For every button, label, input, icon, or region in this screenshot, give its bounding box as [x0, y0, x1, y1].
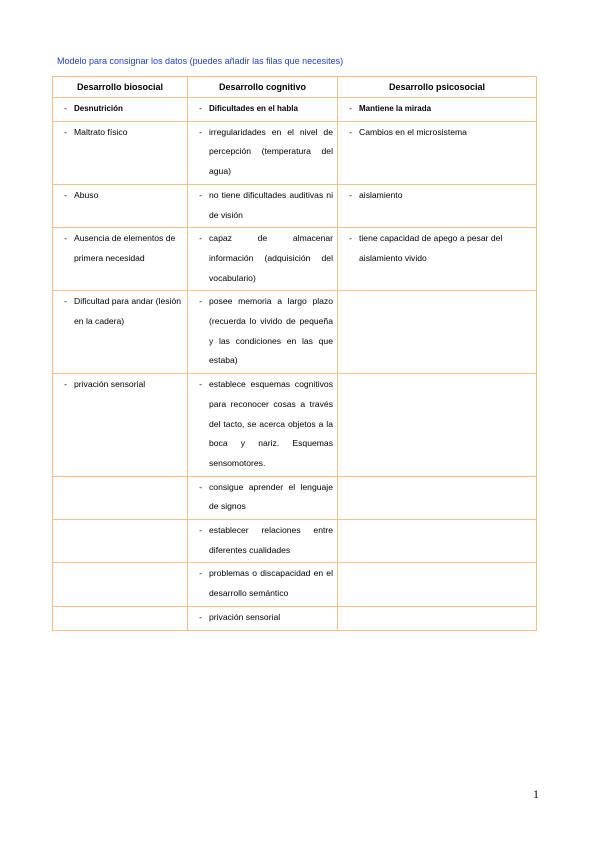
bullet-dash: - [199, 189, 202, 200]
table-row [53, 184, 537, 227]
list-item [53, 291, 187, 333]
cell-text: aislamiento [359, 189, 403, 200]
cell-psicosocial [338, 184, 537, 227]
list-item [338, 122, 536, 145]
cell-text: Dificultades en el habla [209, 104, 298, 113]
bullet-dash: - [199, 379, 202, 390]
cell-psicosocial [338, 228, 537, 291]
list-item [53, 374, 187, 397]
table-instructions-heading: Modelo para consignar los datos (puedes añadir las filas que necesites) [57, 56, 344, 66]
list-item [338, 228, 536, 270]
cell-text: tiene capacidad de apego a pesar del aislamiento vivido [359, 233, 503, 263]
cell-biosocial [53, 374, 188, 477]
list-item [188, 607, 337, 630]
cell-psicosocial [338, 291, 537, 374]
cell-cognitivo [188, 121, 338, 184]
bullet-dash: - [64, 103, 67, 113]
bullet-dash: - [349, 233, 352, 244]
cell-text: Abuso [74, 189, 99, 200]
cell-biosocial [53, 563, 188, 606]
cell-text: Desnutrición [74, 104, 123, 113]
cell-biosocial [53, 520, 188, 563]
cell-text: privación sensorial [209, 611, 281, 622]
cell-psicosocial [338, 121, 537, 184]
cell-text: privación sensorial [74, 379, 146, 390]
bullet-dash: - [199, 103, 202, 113]
cell-cognitivo [188, 520, 338, 563]
cell-psicosocial [338, 520, 537, 563]
cell-text: posee memoria a largo plazo (recuerda lo vivido de pequeña y las condiciones en las que estaba) [209, 296, 333, 366]
cell-psicosocial [338, 374, 537, 477]
cell-text: Mantiene la mirada [359, 104, 432, 113]
bullet-dash: - [199, 568, 202, 579]
bullet-dash: - [64, 296, 67, 307]
bullet-dash: - [349, 126, 352, 137]
cell-psicosocial [338, 476, 537, 519]
cell-cognitivo [188, 374, 338, 477]
cell-biosocial [53, 606, 188, 630]
cell-text: problemas o discapacidad en el desarrollo semántico [209, 568, 333, 599]
cell-biosocial [53, 476, 188, 519]
cell-text: establece esquemas cognitivos para reconocer cosas a través del tacto, se acerca objetos a la boca y nariz. Esquemas sensomotores. [209, 379, 333, 468]
cell-text: no tiene dificultades auditivas ni de visión [209, 189, 333, 220]
bullet-dash: - [64, 126, 67, 137]
cell-cognitivo [188, 184, 338, 227]
table-row [53, 374, 537, 477]
cell-cognitivo [188, 563, 338, 606]
bullet-dash: - [64, 379, 67, 390]
development-table [52, 76, 537, 631]
table-row [53, 563, 537, 606]
cell-text: capaz de almacenar información (adquisición del vocabulario) [209, 233, 333, 283]
table-header-row [53, 77, 537, 98]
page-number: 1 [533, 787, 539, 801]
bullet-dash: - [349, 103, 352, 113]
table-row [53, 121, 537, 184]
list-item [188, 98, 337, 121]
list-item [53, 98, 187, 121]
header-cognitivo: Desarrollo cognitivo [188, 77, 338, 98]
bullet-dash: - [199, 233, 202, 244]
list-item [188, 374, 337, 476]
cell-text: consigue aprender el lenguaje de signos [209, 481, 333, 512]
list-item [338, 98, 536, 121]
list-item [338, 185, 536, 208]
bullet-dash: - [199, 126, 202, 137]
bullet-dash: - [199, 611, 202, 622]
list-item [188, 477, 337, 519]
cell-text: irregularidades en el nivel de percepción (temperatura del agua) [209, 126, 333, 177]
table-row [53, 291, 537, 374]
cell-psicosocial [338, 98, 537, 122]
cell-cognitivo [188, 606, 338, 630]
cell-cognitivo [188, 228, 338, 291]
bullet-dash: - [199, 525, 202, 536]
cell-psicosocial [338, 563, 537, 606]
list-item [188, 122, 337, 184]
list-item [188, 520, 337, 562]
list-item [188, 228, 337, 290]
bullet-dash: - [64, 233, 67, 244]
cell-text: Maltrato físico [74, 126, 128, 137]
bullet-dash: - [199, 481, 202, 492]
cell-text: Ausencia de elementos de primera necesidad [74, 233, 176, 263]
bullet-dash: - [199, 296, 202, 307]
cell-text: Cambios en el microsistema [359, 126, 467, 137]
cell-biosocial [53, 291, 188, 374]
cell-psicosocial [338, 606, 537, 630]
cell-biosocial [53, 228, 188, 291]
table-row [53, 476, 537, 519]
cell-cognitivo [188, 291, 338, 374]
cell-cognitivo [188, 476, 338, 519]
header-biosocial: Desarrollo biosocial [53, 77, 188, 98]
bullet-dash: - [349, 189, 352, 200]
cell-text: establecer relaciones entre diferentes cualidades [209, 525, 333, 555]
list-item [188, 563, 337, 605]
cell-biosocial [53, 98, 188, 122]
list-item [188, 291, 337, 373]
cell-biosocial [53, 184, 188, 227]
table-row [53, 98, 537, 122]
list-item [53, 185, 187, 208]
list-item [188, 185, 337, 227]
table-row [53, 228, 537, 291]
cell-cognitivo [188, 98, 338, 122]
bullet-dash: - [64, 189, 67, 200]
list-item [53, 122, 187, 145]
header-psicosocial: Desarrollo psicosocial [338, 77, 537, 98]
table-row [53, 520, 537, 563]
cell-text: Dificultad para andar (lesión en la cadera) [74, 296, 182, 327]
cell-biosocial [53, 121, 188, 184]
list-item [53, 228, 187, 270]
table-row [53, 606, 537, 630]
